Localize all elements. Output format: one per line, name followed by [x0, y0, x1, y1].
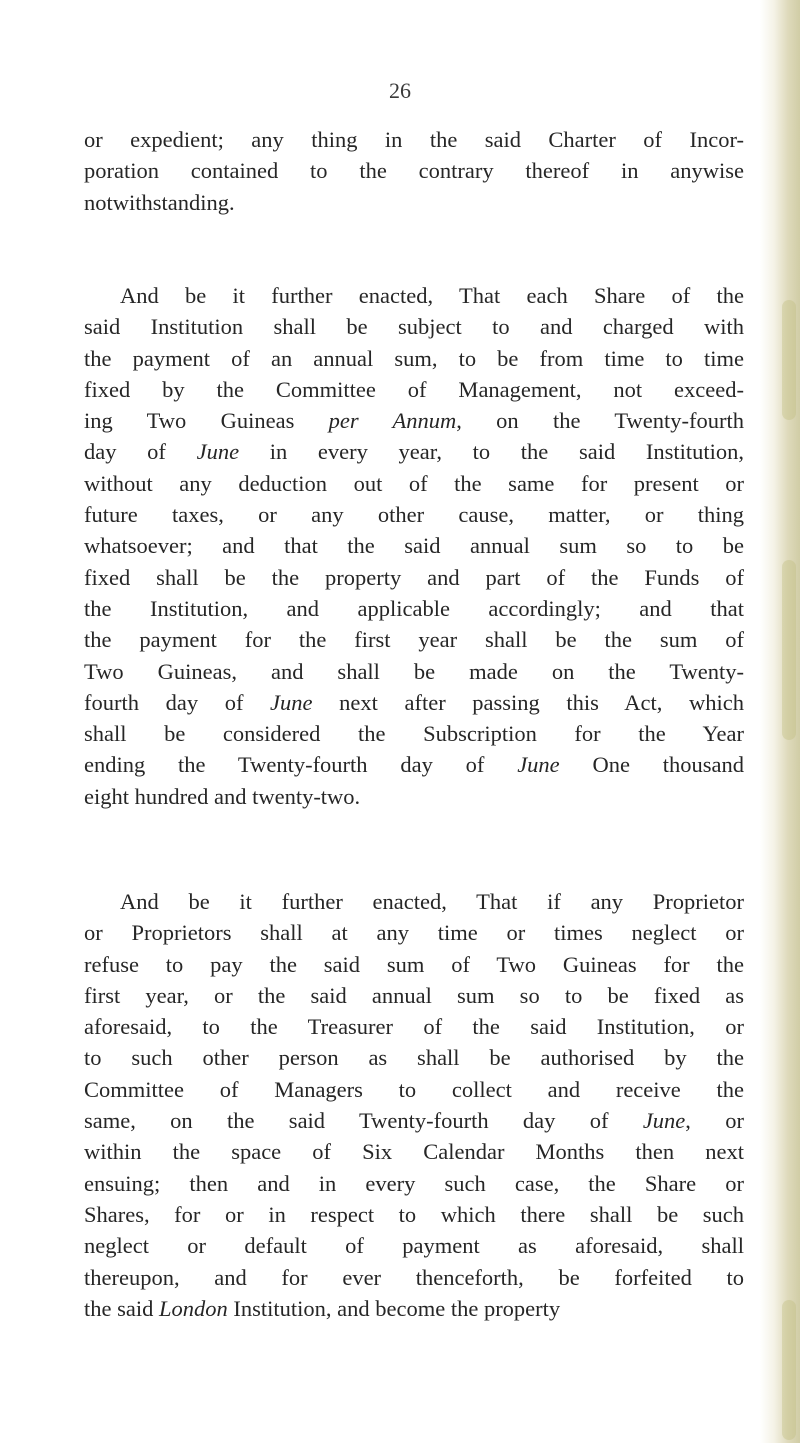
italic-text: London: [158, 1295, 228, 1321]
text-segment: ing Two Guineas: [84, 408, 329, 434]
text-line: [84, 781, 744, 812]
text-segment: the payment for the first year shall be the sum of: [84, 627, 744, 653]
text-segment: One thousand: [559, 752, 744, 778]
paragraph-3: [84, 886, 744, 1324]
text-line: [84, 917, 744, 948]
text-segment: Two Guineas, and shall be made on the Twenty-: [84, 658, 744, 684]
text-line: [84, 562, 744, 593]
italic-text: per Annum: [328, 408, 457, 434]
text-line: [84, 1074, 744, 1105]
page-number: 26: [389, 78, 411, 103]
page-edge-stain: [782, 300, 796, 420]
text-line: [84, 624, 744, 655]
text-line: [84, 343, 744, 374]
text-segment: And be it further enacted, That each Share of the: [120, 283, 744, 308]
text-segment: , on the Twenty-fourth: [456, 408, 744, 434]
page-edge-stain: [782, 560, 796, 740]
text-line: [84, 718, 744, 749]
text-segment: or Proprietors shall at any time or times neglect or: [84, 920, 744, 946]
paragraph-1: [84, 124, 744, 218]
text-segment: day of: [84, 439, 197, 465]
text-segment: notwithstanding.: [84, 189, 235, 215]
text-segment: whatsoever; and that the said annual sum so to be: [84, 533, 744, 559]
text-line: [84, 656, 744, 687]
text-line: [84, 530, 744, 561]
text-segment: same, on the said Twenty-fourth day of: [84, 1108, 643, 1134]
text-line: [84, 1168, 744, 1199]
text-segment: within the space of Six Calendar Months then next: [84, 1139, 744, 1165]
text-line: [84, 405, 744, 436]
text-line: [84, 980, 744, 1011]
text-segment: the Institution, and applicable accordingly; and that: [84, 595, 744, 621]
text-segment: fixed by the Committee of Management, not exceed-: [84, 376, 744, 402]
text-segment: fourth day of: [84, 689, 271, 715]
text-segment: future taxes, or any other cause, matter, or thing: [84, 502, 744, 528]
text-line: [84, 187, 744, 218]
text-segment: , or: [685, 1108, 744, 1134]
italic-text: June: [642, 1108, 686, 1134]
text-line: [84, 687, 744, 718]
text-line: [84, 886, 744, 917]
text-line: [84, 499, 744, 530]
text-segment: thereupon, and for ever thenceforth, be forfeited to: [84, 1264, 744, 1290]
text-line: [84, 749, 744, 780]
text-segment: ensuing; then and in every such case, the Share or: [84, 1170, 744, 1196]
text-line: [84, 436, 744, 467]
text-segment: Committee of Managers to collect and receive the: [84, 1076, 744, 1102]
text-segment: eight hundred and twenty-two.: [84, 783, 361, 809]
text-line: [84, 1105, 744, 1136]
text-line: [84, 124, 744, 155]
text-line: [84, 1136, 744, 1167]
text-segment: or expedient; any thing in the said Charter of Incor-: [84, 127, 744, 152]
text-line: [84, 1262, 744, 1293]
text-line: [84, 1042, 744, 1073]
page-edge-stain: [782, 1300, 796, 1440]
paragraph-2: [84, 280, 744, 812]
text-segment: aforesaid, to the Treasurer of the said Institution, or: [84, 1014, 744, 1040]
text-segment: to such other person as shall be authorised by the: [84, 1045, 744, 1071]
text-line: [84, 1011, 744, 1042]
text-segment: shall be considered the Subscription for the Year: [84, 721, 744, 747]
text-line: [84, 593, 744, 624]
text-line: [84, 311, 744, 342]
page-edge-shading: [760, 0, 800, 1443]
text-line: [84, 1230, 744, 1261]
text-segment: fixed shall be the property and part of the Funds of: [84, 564, 744, 590]
text-line: [84, 374, 744, 405]
italic-text: June: [517, 752, 560, 778]
text-segment: without any deduction out of the same for present or: [84, 470, 744, 496]
italic-text: June: [270, 689, 313, 715]
text-line: [84, 1199, 744, 1230]
text-segment: poration contained to the contrary thereof in anywise: [84, 158, 744, 184]
text-segment: refuse to pay the said sum of Two Guineas for the: [84, 951, 744, 977]
text-segment: Institution, and become the property: [227, 1295, 561, 1321]
text-segment: in every year, to the said Institution,: [239, 439, 744, 465]
text-segment: the said: [84, 1295, 159, 1321]
text-segment: Shares, for or in respect to which there shall be such: [84, 1201, 744, 1227]
text-segment: neglect or default of payment as aforesaid, shall: [84, 1233, 744, 1259]
text-segment: said Institution shall be subject to and charged with: [84, 314, 744, 340]
text-line: [84, 155, 744, 186]
text-segment: the payment of an annual sum, to be from time to time: [84, 345, 744, 371]
text-segment: And be it further enacted, That if any Proprietor: [120, 889, 744, 914]
text-line: [84, 949, 744, 980]
italic-text: June: [196, 439, 240, 465]
text-segment: first year, or the said annual sum so to be fixed as: [84, 982, 744, 1008]
text-line: [84, 468, 744, 499]
text-segment: ending the Twenty-fourth day of: [84, 752, 518, 778]
text-line: [84, 280, 744, 311]
text-segment: next after passing this Act, which: [312, 689, 744, 715]
text-line: [84, 1293, 744, 1324]
